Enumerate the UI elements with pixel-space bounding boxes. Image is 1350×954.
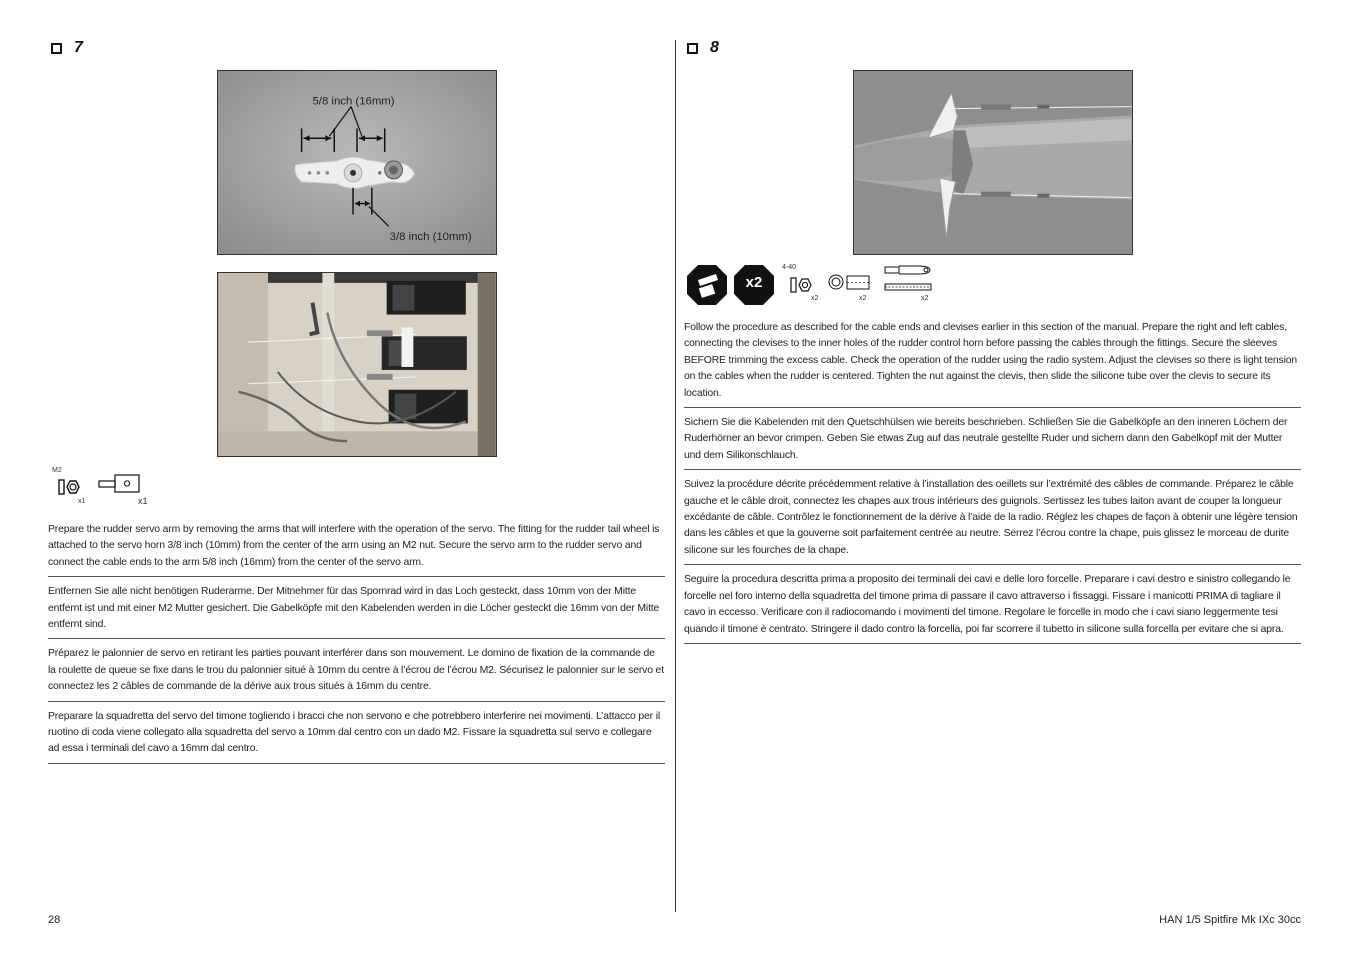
instruction-german: Entfernen Sie alle nicht benötigen Ruderarme. Der Mitnehmer für das Spornrad wird in das Loch gesteckt, dass 10mm von der Mitte entfernt ist und mit einer M2 Mutter gesichert. Die Gabelköpfe mit den Kabelenden werden in die Löcher gesteckt die 16mm von der Mitte entfernt sind. [48, 584, 665, 639]
servo-installation-photo [217, 272, 497, 457]
instruction-italian: Seguire la procedura descritta prima a proposito dei terminali dei cavi e delle loro forcelle. Preparare i cavi destro e sinistro collegando le forcelle nel foro interno della squadretta del timone prima di passare il cavo attraverso i fissaggi. Fissare i manicotti PRIMA di tagliare il cavo in eccesso. Verificare con il radiocomando i movimenti del timone. Regolare le forcelle in modo che i cavi siano leggermente tesi quando il timone è centrato. Stringere il dado contro la forcella, poi far scorrere il tubetto in silicone sulla forcella per evitare che si apra. [684, 572, 1301, 644]
instruction-french: Suivez la procédure décrite précédemment relative à l’installation des oeillets sur l’extrémité des câbles de commande. Préparez le câble gauche et le câble droit, connectez les chapes aux trous intérieurs des guignols. Sertissez les tubes laiton avant de couper la longueur excédante de câble. Contrôlez le fonctionnement de la dérive à l’aide de la radio. Réglez les chapes de façon à obtenir une légère tension dans les câbles et que la gouverne soit parfaitement centrée au neutre. Serrez l’écrou contre la chape, puis glissez le morceau de durite silicone sur les fourches de la chape. [684, 477, 1301, 565]
step-8-parts [684, 262, 944, 308]
nut-icon [790, 276, 814, 294]
silicone-tube-icon [827, 273, 871, 293]
wrench-icon [686, 264, 728, 306]
servo-installation-illustration [218, 273, 496, 456]
step-8-checkbox[interactable] [687, 43, 698, 54]
step-7-parts [48, 466, 168, 510]
clevis-qty: x2 [921, 295, 929, 302]
instruction-french: Préparez le palonnier de servo en retirant les parties pouvant interférer dans son mouvement. Le domino de fixation de la commande de la roulette de queue se fixe dans le trou du palonnier situé à 10mm du centre à l’écrou de l’écrou M2. Sécurisez le palonnier sur le servo et connectez les 2 câbles de commande de la dérive aux trous situés à 16mm du centre. [48, 646, 665, 701]
connector-icon [98, 474, 142, 494]
m2-nut-label: M2 [52, 467, 62, 474]
servo-arm-illustration [218, 71, 496, 254]
page-number: 28 [48, 914, 61, 926]
instruction-german: Sichern Sie die Kabelenden mit den Quetschhülsen wie bereits beschrieben. Schließen Sie die Gabelköpfe an den inneren Löchern der Ruderhörner an bevor crimpen. Geben Sie etwas Zug auf das neutrale gestellte Ruder und sichern dann den Gabelkopf mit der Mutter und dem Silikonschlauch. [684, 415, 1301, 470]
step-8-number: 8 [710, 39, 719, 56]
m2-nut-icon [58, 478, 82, 496]
step-7-instructions [48, 522, 665, 771]
column-divider [675, 40, 676, 912]
m2-nut-qty: x1 [78, 498, 86, 505]
repeat-multiplier: x2 [745, 274, 763, 291]
rudder-horn-illustration [854, 71, 1132, 254]
callout-3-8-inch: 3/8 inch (10mm) [389, 231, 472, 244]
instruction-english: Prepare the rudder servo arm by removing the arms that will interfere with the operation of the servo. The fitting for the rudder tail wheel is attached to the servo horn 3/8 inch (10mm) from the center of the arm using an M2 nut. Secure the servo arm to the rudder servo and connect the cable ends to the arm 5/8 inch (16mm) from the center of the servo arm. [48, 522, 665, 577]
step-7-number: 7 [74, 39, 83, 56]
nut-qty: x2 [811, 295, 819, 302]
instruction-english: Follow the procedure as described for the cable ends and clevises earlier in this section of the manual. Prepare the right and left cables, connecting the clevises to the inner holes of the rudder control horn before passing the cables through the fittings. Secure the sleeves BEFORE trimming the excess cable. Check the operation of the rudder using the radio system. Adjust the clevises so there is light tension on the cables when the rudder is centered. Tighten the nut against the clevis, then slide the silicone tube over the clevis to secure its location. [684, 320, 1301, 408]
servo-arm-photo [217, 70, 497, 255]
instruction-italian: Preparare la squadretta del servo del timone togliendo i bracci che non servono e che potrebbero interferire nei movimenti. L’attacco per il ruotino di coda viene collegato alla squadretta del servo a 10mm dal centro con un dado M2. Fissare la squadretta sul servo e collegare ad essa i terminali del cavo a 16mm dal centro. [48, 709, 665, 764]
step-7-checkbox[interactable] [51, 43, 62, 54]
product-name: HAN 1/5 Spitfire Mk IXc 30cc [1159, 914, 1301, 926]
clevis-icon [884, 264, 936, 296]
connector-qty: x1 [138, 496, 148, 506]
callout-5-8-inch: 5/8 inch (16mm) [312, 95, 395, 108]
silicone-tube-qty: x2 [859, 295, 867, 302]
step-7-header [51, 38, 83, 58]
rudder-horn-photo [853, 70, 1133, 255]
step-8-instructions [684, 320, 1301, 651]
step-8-header [687, 38, 719, 58]
thread-size-label: 4-40 [782, 264, 797, 271]
